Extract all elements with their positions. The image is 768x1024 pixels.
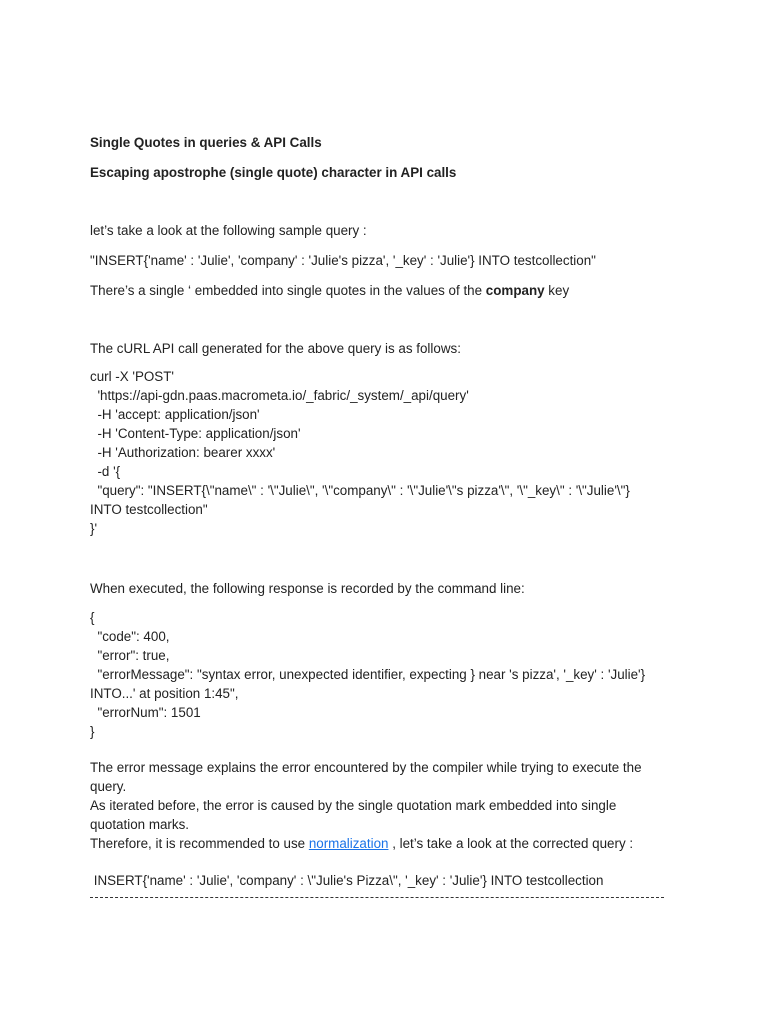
therefore-line (90, 835, 633, 853)
explain-line: As iterated before, the error is caused by the single quotation mark embedded into single (90, 798, 617, 813)
code-line: curl -X 'POST' (90, 369, 174, 384)
explain-line: quotation marks. (90, 817, 189, 832)
note-post: key (544, 283, 570, 298)
code-line: -H 'accept: application/json' (90, 407, 260, 422)
code-line: -H 'Content-Type: application/json' (90, 426, 301, 441)
therefore-pre: Therefore, it is recommended to use (90, 836, 309, 851)
normalization-link[interactable]: normalization (308, 836, 389, 851)
response-line: "errorNum": 1501 (90, 705, 201, 720)
response-line: "code": 400, (90, 629, 170, 644)
response-line: { (90, 610, 95, 625)
sample-query: "INSERT{'name' : 'Julie', 'company' : 'Julie's pizza', '_key' : 'Julie'} INTO testcollection" (90, 253, 596, 268)
code-line: -d '{ (90, 464, 121, 479)
code-line: }' (90, 521, 98, 536)
dashed-divider (90, 897, 664, 898)
code-line: -H 'Authorization: bearer xxxx' (90, 445, 276, 460)
note-line (90, 282, 569, 300)
curl-intro: The cURL API call generated for the above query is as follows: (90, 341, 461, 356)
explain-line: The error message explains the error encountered by the compiler while trying to execute the (90, 760, 642, 775)
intro-text: let’s take a look at the following sample query : (90, 223, 367, 238)
code-line: "query": "INSERT{\"name\" : '\"Julie\", '\"company\" : '\"Julie'\"s pizza'\", '\"_key\" : '\"Julie'\"} (90, 483, 630, 498)
corrected-query: INSERT{'name' : 'Julie', 'company' : \"Julie's Pizza\", '_key' : 'Julie'} INTO testcollection (90, 873, 604, 888)
explain-line: query. (90, 779, 127, 794)
doc-subtitle: Escaping apostrophe (single quote) character in API calls (90, 165, 457, 180)
doc-title: Single Quotes in queries & API Calls (90, 135, 322, 150)
response-line: "error": true, (90, 648, 170, 663)
response-line: INTO...' at position 1:45", (90, 686, 239, 701)
note-bold: company (485, 283, 545, 298)
therefore-post: , let’s take a look at the corrected query : (388, 836, 634, 851)
response-line: } (90, 724, 95, 739)
code-line: INTO testcollection" (90, 502, 208, 517)
note-pre: There’s a single ‘ embedded into single quotes in the values of the (90, 283, 486, 298)
code-line: 'https://api-gdn.paas.macrometa.io/_fabric/_system/_api/query' (90, 388, 469, 403)
response-line: "errorMessage": "syntax error, unexpected identifier, expecting } near 's pizza', '_key' : 'Julie'} (90, 667, 646, 682)
response-intro: When executed, the following response is recorded by the command line: (90, 581, 525, 596)
